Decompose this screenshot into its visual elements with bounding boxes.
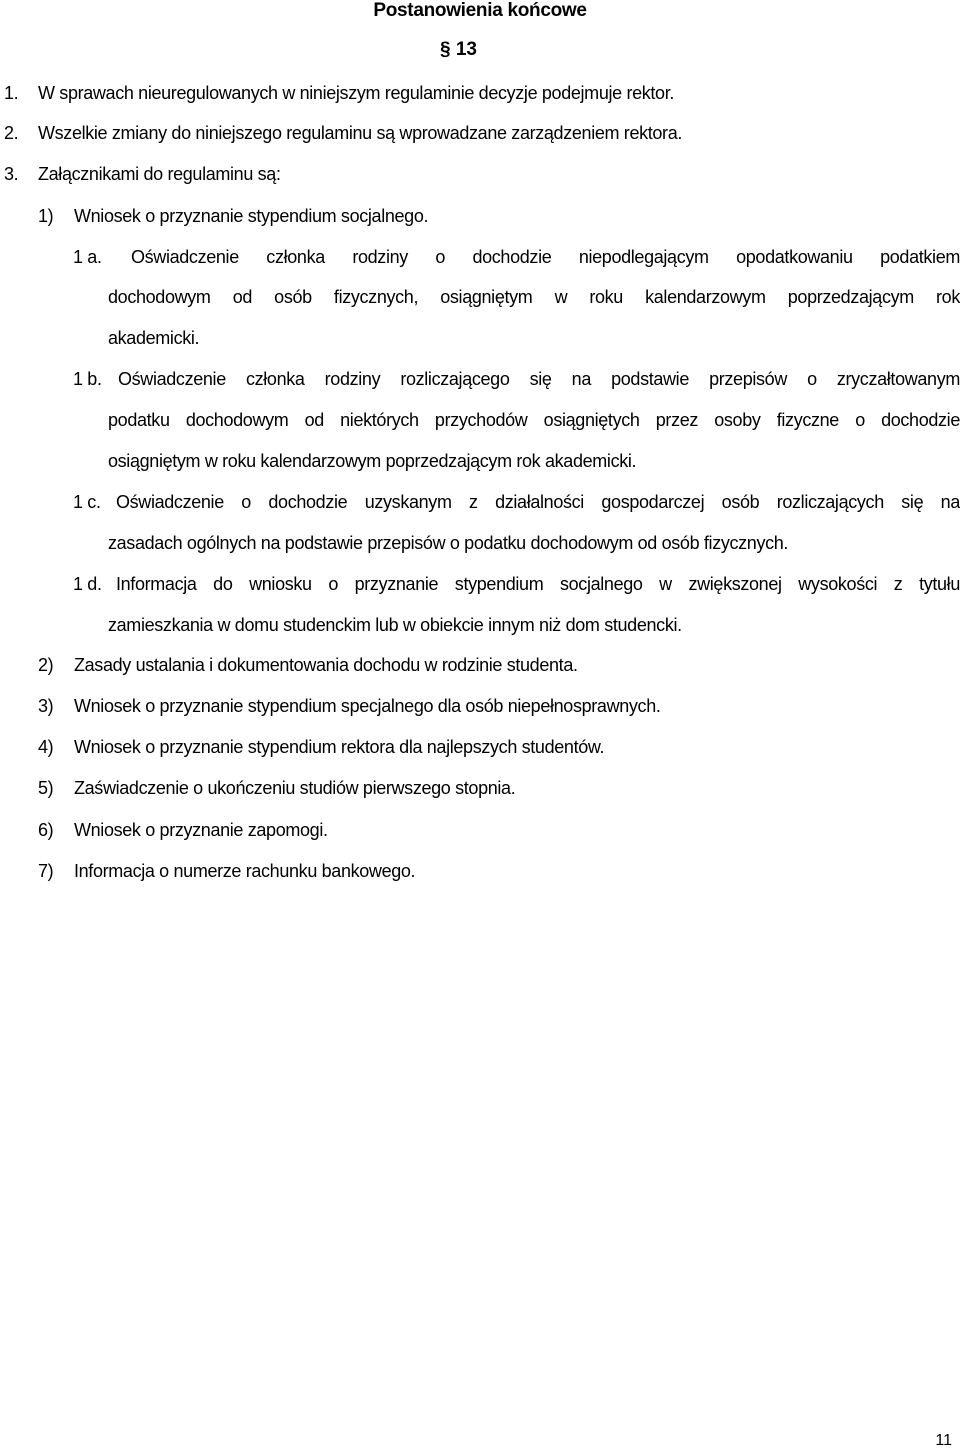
attachment-line: Oświadczenie członka rodziny o dochodzie niepodlegającym opodatkowaniu podatkiem	[131, 247, 960, 267]
item-text: W sprawach nieuregulowanych w niniejszym regulaminie decyzje podejmuje rektor.	[38, 83, 675, 103]
attachment-line: podatku dochodowym od niektórych przychodów osiągniętych przez osoby fizyczne o dochodzie	[108, 410, 960, 430]
item-number: 3.	[4, 164, 19, 184]
attachment-line: Oświadczenie członka rodziny rozliczającego się na podstawie przepisów o zryczałtowanym	[118, 369, 960, 389]
attachment-line: akademicki.	[108, 328, 200, 348]
attachment-number: 1 b.	[73, 369, 102, 389]
item-text: Wszelkie zmiany do niniejszego regulaminu są wprowadzane zarządzeniem rektora.	[38, 123, 683, 143]
attachment-number: 3)	[38, 696, 54, 716]
item-number: 2.	[4, 123, 19, 143]
attachment-number: 2)	[38, 655, 54, 675]
attachment-text: Informacja o numerze rachunku bankowego.	[74, 861, 416, 881]
attachment-number: 6)	[38, 820, 54, 840]
attachment-line: dochodowym od osób fizycznych, osiągniętym w roku kalendarzowym poprzedzającym rok	[108, 287, 960, 307]
item-text: Załącznikami do regulaminu są:	[38, 164, 281, 184]
attachment-text: Wniosek o przyznanie stypendium socjalnego.	[74, 206, 429, 226]
attachment-text: Wniosek o przyznanie stypendium specjalnego dla osób niepełnosprawnych.	[74, 696, 661, 716]
attachment-number: 5)	[38, 778, 54, 798]
attachment-number: 1 c.	[73, 492, 101, 512]
attachment-text: Wniosek o przyznanie zapomogi.	[74, 820, 328, 840]
attachment-line: zasadach ogólnych na podstawie przepisów o podatku dochodowym od osób fizycznych.	[108, 533, 789, 553]
attachment-text: Wniosek o przyznanie stypendium rektora dla najlepszych studentów.	[74, 737, 605, 757]
attachment-number: 1)	[38, 206, 54, 226]
page-number: 11	[935, 1432, 952, 1449]
attachment-line: osiągniętym w roku kalendarzowym poprzedzającym rok akademicki.	[108, 451, 637, 471]
attachment-line: zamieszkania w domu studenckim lub w obiekcie innym niż dom studencki.	[108, 615, 682, 635]
attachment-number: 7)	[38, 861, 54, 881]
attachment-number: 1 a.	[73, 247, 102, 267]
attachment-text: Zaświadczenie o ukończeniu studiów pierwszego stopnia.	[74, 778, 516, 798]
attachment-number: 1 d.	[73, 574, 102, 594]
attachment-line: Informacja do wniosku o przyznanie stypendium socjalnego w zwiększonej wysokości z tytułu	[116, 574, 960, 594]
attachment-line: Oświadczenie o dochodzie uzyskanym z działalności gospodarczej osób rozliczających się na	[116, 492, 960, 512]
attachment-text: Zasady ustalania i dokumentowania dochodu w rodzinie studenta.	[74, 655, 578, 675]
attachment-number: 4)	[38, 737, 54, 757]
item-number: 1.	[4, 83, 19, 103]
section-mark: § 13	[440, 39, 477, 60]
page-title: Postanowienia końcowe	[373, 0, 587, 21]
